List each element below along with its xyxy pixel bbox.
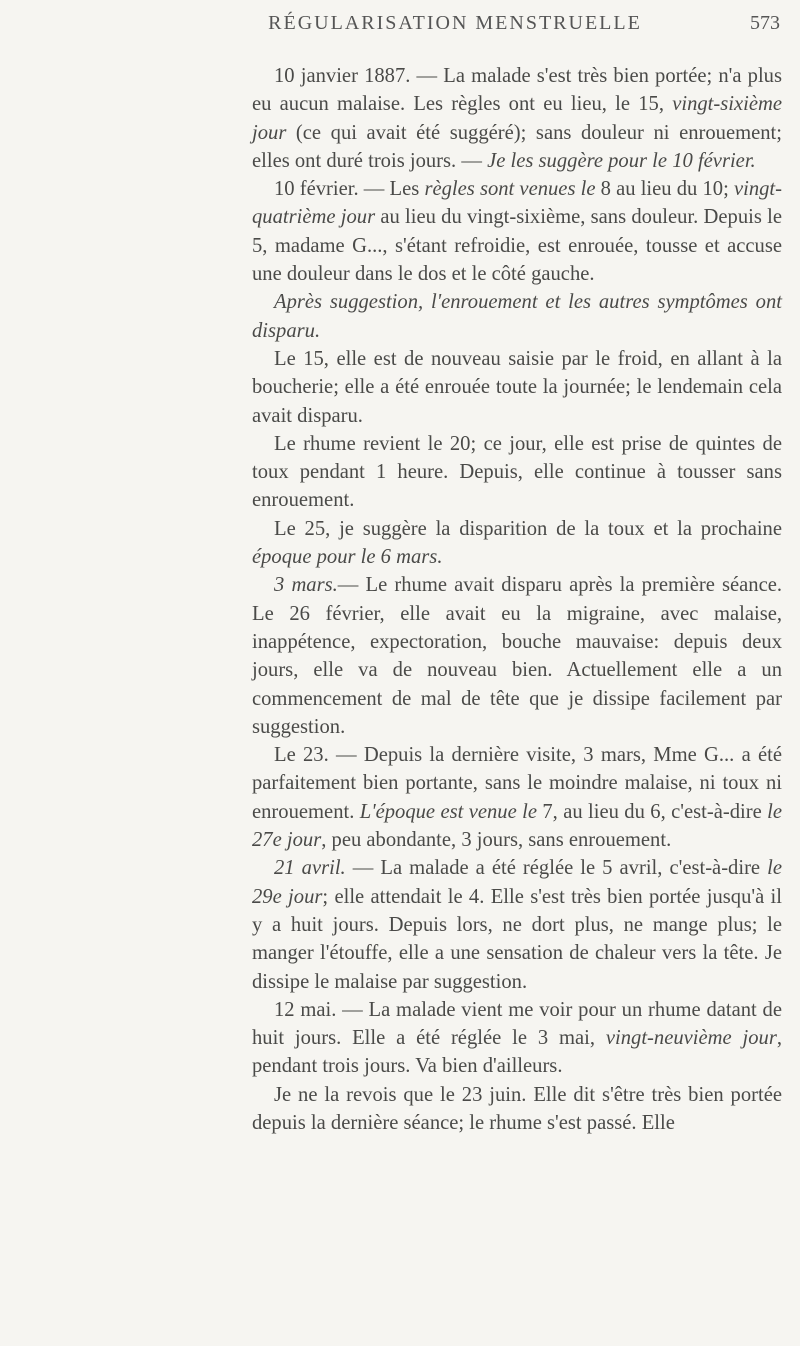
text-run: Je ne la revois que le 23 juin. Elle dit s'être très bien portée depuis la dernière séance; le rhume s'est passé. Elle	[252, 1083, 782, 1134]
italic-run: Je les suggère pour le 10 février.	[487, 149, 756, 172]
running-title: RÉGULARISATION MENSTRUELLE	[268, 12, 642, 34]
italic-run: époque pour le 6 mars.	[252, 546, 443, 569]
paragraph	[252, 62, 782, 175]
paragraph	[252, 854, 782, 995]
text-run: Le rhume revient le 20; ce jour, elle est prise de quintes de toux pendant 1 heure. Depuis, elle continue à tousser sans enrouement.	[252, 432, 782, 512]
paragraph	[252, 345, 782, 430]
italic-run: vingt-quatrième jour	[252, 178, 783, 229]
text-run: 12 mai. — La malade vient me voir pour un rhume datant de huit jours. Elle a été réglée le 3 mai,	[252, 998, 782, 1050]
page-number: 573	[750, 12, 780, 34]
paragraph	[252, 1081, 782, 1138]
paragraph	[252, 515, 782, 572]
text-run: Le 23. — Depuis la dernière visite, 3 mars, Mme G... a été parfaitement bien portante, sans le moindre malaise, ni toux ni enrouement.	[252, 744, 782, 823]
text-run: 10 janvier 1887. — La malade s'est très bien portée; n'a plus eu aucun malaise. Les règles ont eu lieu, le 15,	[252, 65, 782, 116]
paragraph	[252, 571, 782, 741]
italic-run: le 29e jour	[252, 857, 782, 908]
text-run: Le 15, elle est de nouveau saisie par le froid, en allant à la boucherie; elle a été enrouée toute la journée; le lendemain cela avait disparu.	[252, 347, 782, 427]
italic-run: le 27e jour	[252, 800, 782, 852]
paragraph	[252, 288, 782, 345]
text-run: (ce qui avait été suggéré); sans douleur ni enrouement; elles ont duré trois jours. —	[252, 121, 782, 172]
italic-run: L'époque est venue le	[359, 800, 537, 823]
running-head	[0, 12, 800, 52]
text-run: 10 février. — Les	[274, 178, 425, 201]
italic-run: 3 mars.	[274, 574, 338, 597]
text-run: — Le rhume avait disparu après la première séance. Le 26 février, elle avait eu la migraine, avec malaise, inappétence, expectoration, bouche mauvaise: depuis deux jours, elle va de nouveau bien. Actuellement elle a un commencement de mal de tête que je dissipe facilement par suggestion.	[252, 574, 783, 738]
paragraph	[252, 430, 782, 515]
italic-run: Après suggestion, l'enrouement et les autres symptômes ont disparu.	[252, 291, 782, 342]
text-run: — La malade a été réglée le 5 avril, c'est-à-dire	[345, 857, 768, 880]
italic-run: vingt-sixième jour	[252, 93, 782, 144]
italic-run: 21 avril.	[274, 857, 346, 880]
text-run: , peu abondante, 3 jours, sans enrouement.	[321, 829, 672, 852]
text-run: 8 au lieu du 10;	[595, 178, 734, 201]
italic-run: règles sont venues le	[424, 178, 596, 201]
body-text	[252, 62, 782, 1137]
text-run: , pendant trois jours. Va bien d'ailleurs.	[252, 1027, 782, 1078]
text-run: Le 25, je suggère la disparition de la toux et la prochaine	[274, 517, 782, 540]
paragraph	[252, 741, 782, 854]
italic-run: vingt-neuvième jour	[605, 1027, 777, 1050]
text-run: au lieu du vingt-sixième, sans douleur. Depuis le 5, madame G..., s'étant refroidie, est enrouée, tousse et accuse une douleur dans le dos et le côté gauche.	[252, 206, 782, 286]
text-run: 7, au lieu du 6, c'est-à-dire	[537, 800, 768, 823]
paragraph	[252, 996, 782, 1081]
text-run: ; elle attendait le 4. Elle s'est très bien portée jusqu'à il y a huit jours. Depuis lors, ne dort plus, ne mange plus; le manger l'étouffe, elle a une sensation de chaleur vers la tête. Je dissipe le malaise par suggestion.	[252, 885, 782, 993]
paragraph	[252, 175, 782, 288]
